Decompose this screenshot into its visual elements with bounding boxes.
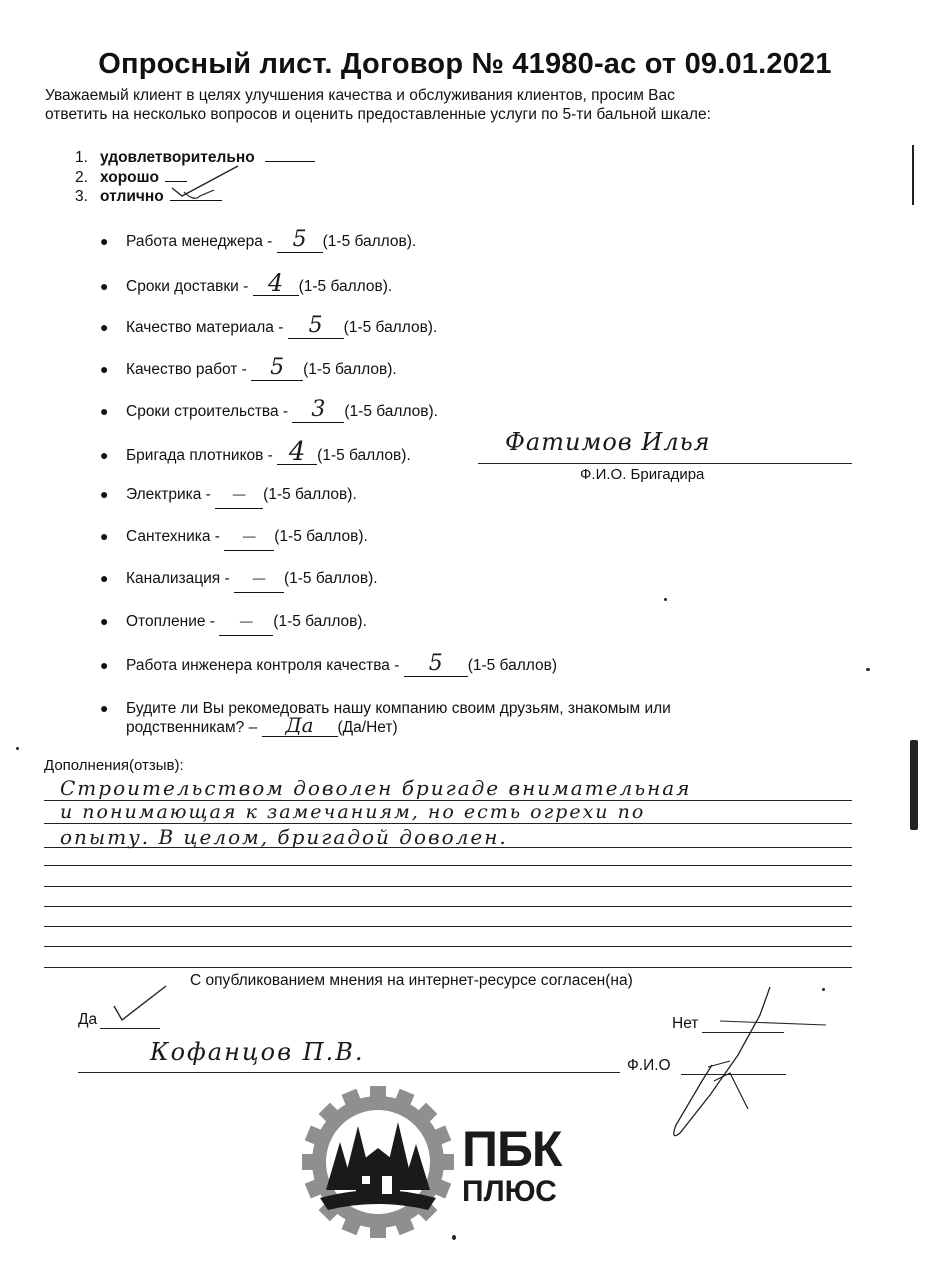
consent-fio-label: Ф.И.О — [627, 1057, 671, 1074]
client-signature — [650, 985, 840, 1145]
question-answer: — — [215, 492, 263, 509]
recommend-line-2: родственникам? – — [126, 719, 258, 736]
bullet-icon: ● — [100, 447, 109, 463]
feedback-line — [44, 847, 852, 848]
question-construction-time — [100, 397, 438, 423]
question-suffix: (1-5 баллов). — [274, 528, 368, 545]
bullet-icon: ● — [100, 403, 109, 419]
question-qc-engineer — [100, 651, 557, 677]
question-manager — [100, 227, 417, 253]
question-label: Качество материала - — [126, 319, 284, 336]
question-label: Качество работ - — [126, 361, 247, 378]
question-label: Бригада плотников - — [126, 447, 273, 464]
feedback-label: Дополнения(отзыв): — [44, 757, 184, 774]
foreman-signature-line — [478, 463, 852, 464]
scan-dust — [16, 747, 19, 750]
feedback-line-2: и понимающая к замечаниям, но есть огрехи по — [60, 801, 646, 823]
scale-label: хорошо — [100, 168, 160, 186]
question-suffix: (1-5 баллов). — [283, 570, 378, 587]
question-delivery — [100, 269, 393, 297]
question-suffix: (1-5 баллов). — [298, 278, 393, 295]
question-suffix: (1-5 баллов) — [467, 657, 557, 674]
scan-dust — [452, 1235, 456, 1240]
foreman-name-handwritten: Фатимов Илья — [505, 428, 711, 456]
client-name-line — [78, 1072, 620, 1073]
logo-text-pbk: ПБК — [462, 1121, 562, 1177]
scan-dust — [664, 598, 667, 601]
question-electrics — [100, 486, 357, 509]
question-label: Канализация - — [126, 570, 230, 587]
question-answer: 4 — [253, 275, 299, 296]
recommend-line-1: Будите ли Вы рекомедовать нашу компанию своим друзьям, знакомым или — [126, 700, 671, 717]
question-suffix: (1-5 баллов). — [303, 361, 397, 378]
scale-number: 3. — [75, 188, 88, 205]
bullet-icon: ● — [100, 486, 109, 502]
bullet-icon: ● — [100, 528, 109, 544]
feedback-line — [44, 886, 852, 887]
question-suffix: (1-5 баллов). — [322, 233, 417, 250]
scale-number: 2. — [75, 168, 88, 186]
question-label: Сроки строительства - — [126, 403, 289, 420]
question-suffix: (1-5 баллов). — [263, 486, 357, 503]
bullet-icon: ● — [100, 233, 109, 249]
scan-dust — [822, 988, 825, 991]
scan-edge-mark — [910, 740, 918, 830]
foreman-caption: Ф.И.О. Бригадира — [580, 466, 705, 483]
feedback-line — [44, 823, 852, 824]
question-carpenters — [100, 437, 411, 467]
question-answer: 4 — [277, 444, 317, 465]
feedback-line — [44, 926, 852, 927]
consent-yes-label: Да — [78, 1011, 98, 1028]
scan-dust — [866, 668, 870, 671]
bullet-icon: ● — [100, 361, 109, 377]
question-sewage — [100, 570, 378, 593]
recommend-answer: Да — [262, 718, 338, 737]
bullet-icon: ● — [100, 319, 109, 335]
feedback-line — [44, 800, 852, 801]
question-label: Сроки доставки - — [126, 278, 249, 295]
feedback-line — [44, 946, 852, 947]
scale-blank — [265, 147, 315, 162]
question-work-quality — [100, 355, 397, 381]
question-label: Работа инженера контроля качества - — [126, 657, 400, 674]
recommend-suffix: (Да/Нет) — [337, 719, 398, 736]
question-answer: — — [234, 576, 284, 593]
feedback-line — [44, 865, 852, 866]
intro-line-1: Уважаемый клиент в целях улучшения качества и обслуживания клиентов, просим Вас — [45, 87, 675, 104]
question-recommend — [100, 699, 671, 737]
consent-text: С опубликованием мнения на интернет-ресурсе согласен(на) — [190, 972, 633, 989]
question-material — [100, 313, 438, 339]
question-label: Сантехника - — [126, 528, 220, 545]
bullet-icon: ● — [100, 278, 109, 294]
question-answer: — — [224, 534, 274, 551]
question-label: Работа менеджера - — [126, 233, 273, 250]
question-suffix: (1-5 баллов). — [343, 319, 438, 336]
question-answer: 3 — [292, 402, 344, 423]
scan-edge-mark — [912, 145, 914, 205]
bullet-icon: ● — [100, 657, 109, 673]
bullet-icon: ● — [100, 570, 109, 586]
question-suffix: (1-5 баллов). — [344, 403, 438, 420]
question-answer: 5 — [288, 318, 344, 339]
intro-text — [45, 86, 711, 124]
question-answer: 5 — [404, 656, 468, 677]
bullet-icon: ● — [100, 613, 109, 629]
question-label: Отопление - — [126, 613, 215, 630]
consent-no-label: Нет — [672, 1015, 699, 1032]
scale-number: 1. — [75, 149, 88, 166]
question-heating — [100, 613, 367, 636]
scale-label: отлично — [100, 188, 164, 205]
scale-label: удовлетворительно — [100, 149, 255, 166]
feedback-line — [44, 906, 852, 907]
feedback-line-3: опыту. В целом, бригадой доволен. — [60, 825, 508, 849]
logo-text-plus: ПЛЮС — [462, 1175, 557, 1208]
pbk-plus-logo-icon — [298, 1082, 458, 1242]
question-suffix: (1-5 баллов). — [317, 447, 411, 464]
feedback-line-1: Строительством доволен бригаде внимательная — [60, 776, 692, 800]
question-plumbing — [100, 528, 368, 551]
checkmark-icon — [170, 162, 250, 212]
question-label: Электрика - — [126, 486, 211, 503]
checkmark-icon — [112, 984, 172, 1028]
consent-yes-line — [100, 1028, 160, 1029]
intro-line-2: ответить на несколько вопросов и оценить предоставленные услуги по 5-ти бальной шкале: — [45, 106, 711, 123]
bullet-icon: ● — [100, 700, 109, 716]
question-answer: 5 — [251, 360, 303, 381]
page-title: Опросный лист. Договор № 41980-ас от 09.01.2021 — [98, 48, 832, 80]
feedback-line — [44, 967, 852, 968]
question-suffix: (1-5 баллов). — [273, 613, 367, 630]
client-name-handwritten: Кофанцов П.В. — [150, 1038, 365, 1066]
question-answer: — — [219, 619, 273, 636]
question-answer: 5 — [277, 232, 323, 253]
